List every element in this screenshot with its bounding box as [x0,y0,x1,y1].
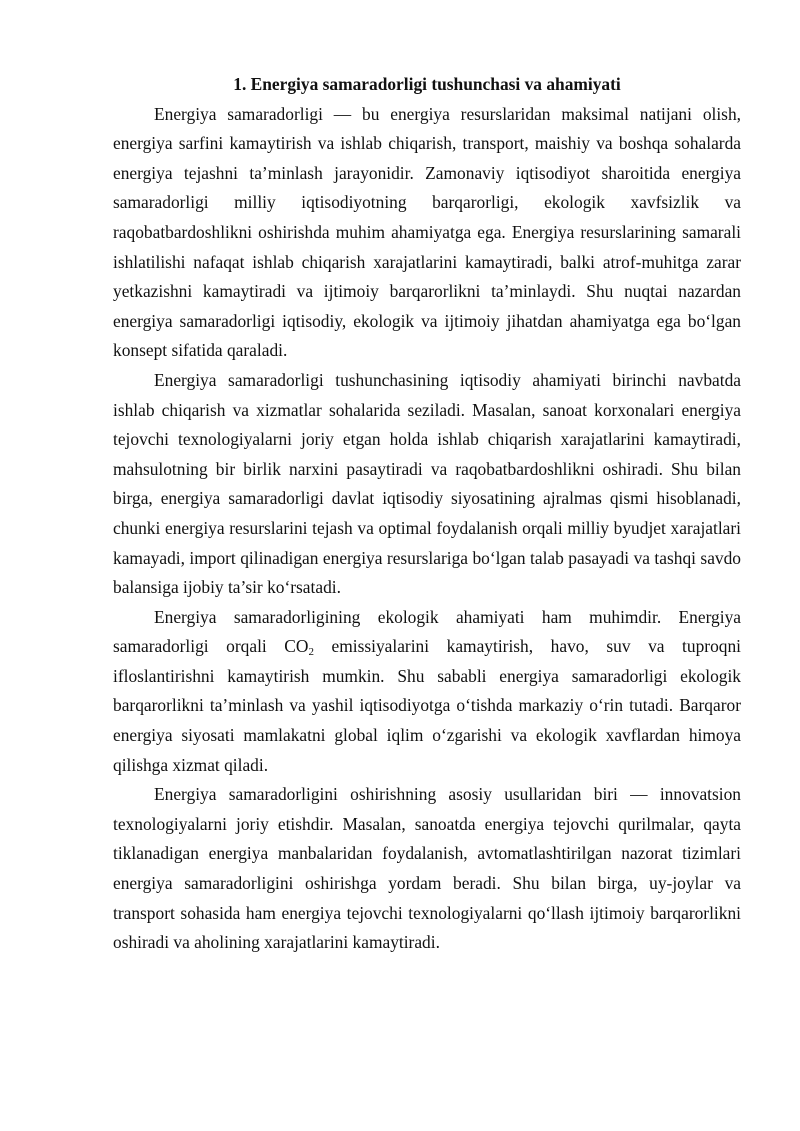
paragraph-3-text-after: emissiyalarini kamaytirish, havo, suv va tuproqni ifloslantirishni kamaytirish mumkin. Shu sababli energiya samaradorligi ekologik barqarorlikni ta’minlash va yashil iqtisodiyotga o‘tishda markaziy o‘rin tutadi. Barqaror energiya siyosati mamlakatni global iqlim o‘zgarishi va ekologik xavflardan himoya qilishga xizmat qiladi. [113,636,741,775]
paragraph-2: Energiya samaradorligi tushunchasining iqtisodiy ahamiyati birinchi navbatda ishlab chiqarish va xizmatlar sohalarida seziladi. Masalan, sanoat korxonalari energiya tejovchi texnologiyalarni joriy etgan holda ishlab chiqarish xarajatlarini kamaytiradi, mahsulotning bir birlik narxini pasaytiradi va raqobatbardoshlikni oshiradi. Shu bilan birga, energiya samaradorligi davlat iqtisodiy siyosatining ajralmas qismi hisoblanadi, chunki energiya resurslarini tejash va optimal foydalanish orqali milliy byudjet xarajatlari kamayadi, import qilinadigan energiya resurslariga bo‘lgan talab pasayadi va tashqi savdo balansiga ijobiy ta’sir ko‘rsatadi. [113,369,741,598]
paragraph-3 [113,603,741,781]
section-title: 1. Energiya samaradorligi tushunchasi va ahamiyati [233,74,621,94]
document-page [113,70,741,958]
co2-subscript: 2 [308,646,314,659]
paragraph-3-text-before: Energiya samaradorligining ekologik ahamiyati ham muhimdir. Energiya samaradorligi orqali CO [113,606,741,657]
paragraph-4: Energiya samaradorligini oshirishning asosiy usullaridan biri — innovatsion texnologiyalarni joriy etishdir. Masalan, sanoatda energiya tejovchi qurilmalar, qayta tiklanadigan energiya manbalaridan foydalanish, avtomatlashtirilgan nazorat tizimlari energiya samaradorligini oshirishga yordam beradi. Shu bilan birga, uy-joylar va transport sohasida ham energiya tejovchi texnologiyalarni qo‘llash ijtimoiy barqarorlikni oshiradi va aholining xarajatlarini kamaytiradi. [113,784,741,953]
paragraph-1: Energiya samaradorligi — bu energiya resurslaridan maksimal natijani olish, energiya sarfini kamaytirish va ishlab chiqarish, transport, maishiy va boshqa sohalarda energiya tejashni ta’minlash jarayonidir. Zamonaviy iqtisodiyot sharoitida energiya samaradorligi milliy iqtisodiyotning barqarorligi, ekologik xavfsizlik va raqobatbardoshlikni oshirishda muhim ahamiyatga ega. Energiya resurslarining samarali ishlatilishi nafaqat ishlab chiqarish xarajatlarini kamaytiradi, balki atrof-muhitga zarar yetkazishni kamaytiradi va ijtimoiy barqarorlikni ta’minlaydi. Shu nuqtai nazardan energiya samaradorligi iqtisodiy, ekologik va ijtimoiy jihatdan ahamiyatga ega bo‘lgan konsept sifatida qaraladi. [113,103,741,361]
